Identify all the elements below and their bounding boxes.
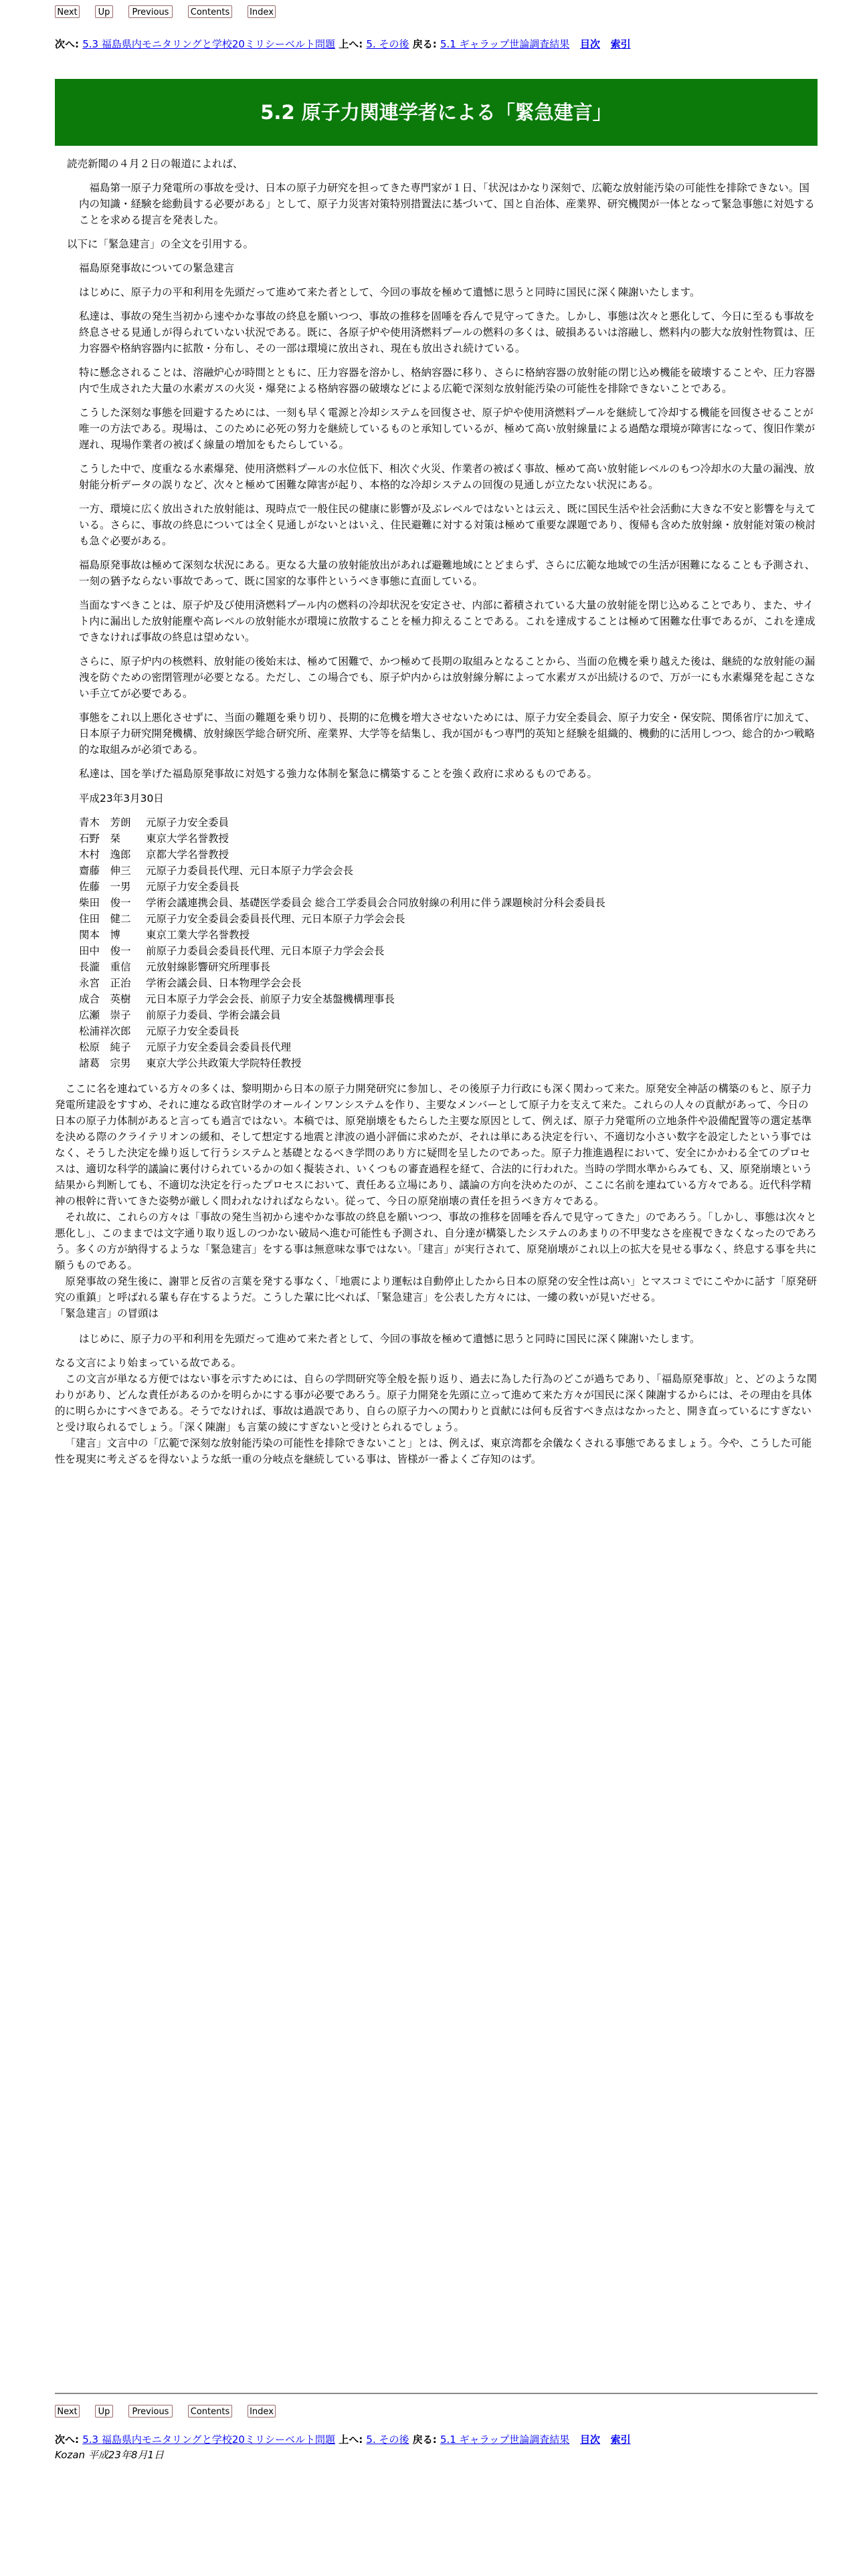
bottom-nav-links xyxy=(55,2432,631,2448)
signatory-name: 石野 栞 xyxy=(79,832,121,845)
proposal-paragraphs xyxy=(55,284,818,782)
signatory-list xyxy=(55,815,818,1071)
signatory-row xyxy=(55,1039,818,1055)
signatory-title: 学術会議会員、日本物理学会会長 xyxy=(146,976,302,989)
proposal-paragraph: 福島原発事故は極めて深刻な状況にある。更なる大量の放射能放出があれば避難地域にとどまらず、さらに広範な地域での生活が困難になることも予測され、一刻の猶予ならない事故であって、既に国家的な事件というべき事態に直面している。 xyxy=(79,559,816,588)
signatory-name: 松原 純子 xyxy=(79,1041,131,1053)
bottom-index-link[interactable]: 索引 xyxy=(610,2434,631,2446)
contents-button[interactable]: Contents xyxy=(188,5,232,18)
bottom-next-button[interactable]: Next xyxy=(55,2405,80,2418)
bottom-next-label: 次へ: xyxy=(55,2434,79,2446)
up-label: 上へ: xyxy=(339,38,363,50)
top-nav-links xyxy=(55,37,631,52)
lead-text: 以下に「緊急建言」の全文を引用する。 xyxy=(67,238,254,251)
signatory-name: 長瀧 重信 xyxy=(79,960,131,973)
signatory-title: 元原子力安全委員 xyxy=(146,816,229,829)
commentary-paragraph: 「緊急建言」の冒頭は xyxy=(55,1307,159,1319)
signatory-row xyxy=(55,879,818,895)
bottom-contents-link[interactable]: 目次 xyxy=(579,2434,600,2446)
proposal-paragraph: さらに、原子炉内の核燃料、放射能の後始末は、極めて困難で、かつ極めて長期の取組みとなることから、当面の危機を乗り越えた後は、継続的な放射能の漏洩を防ぐための密閉管理が必要となる。ただし、この場合でも、原子炉内からは放射線分解によって水素ガスが出続けるので、万が一にも水素爆発を起こさない手立てが必要である。 xyxy=(79,655,816,700)
signatory-title: 学術会議連携会員、基礎医学委員会 総合工学委員会合同放射線の利用に伴う課題検討分科会委員長 xyxy=(146,896,605,909)
signatory-row xyxy=(55,831,818,847)
signatory-name: 佐藤 一男 xyxy=(79,880,131,893)
news-quote: 福島第一原子力発電所の事故を受け、日本の原子力研究を担ってきた専門家が１日、「状況はかなり深刻で、広範な放射能汚染の可能性を排除できない。国内の知識・経験を総動員する必要がある」として、原子力災害対策特別措置法に基づいて、国と自治体、産業界、研究機関が一体となって緊急事態に対処することを求める提言を発表した。 xyxy=(79,182,815,227)
closing-commentary xyxy=(55,1355,818,1467)
closing-paragraph: 「建言」文言中の「広範で深刻な放射能汚染の可能性を排除できないこと」とは、例えば、東京湾都を余儀なくされる事態であるましょう。今や、こうした可能性を現実に考えざるを得ないような紙一重の分岐点を継続している事は、皆様が一番よくご存知のはず。 xyxy=(55,1437,812,1466)
footer-author: Kozan xyxy=(55,2449,86,2461)
previous-button[interactable]: Previous xyxy=(128,5,173,18)
proposal-paragraph: 事態をこれ以上悪化させずに、当面の難題を乗り切り、長期的に危機を増大させないためには、原子力安全委員会、原子力安全・保安院、関係省庁に加えて、日本原子力研究開発機構、放射線医学総合研究所、産業界、大学等を結集し、我が国がもつ専門的英知と経験を組織的、機動的に活用しつつ、総合的かつ戦略的な取組みが必須である。 xyxy=(79,712,816,756)
signatory-row xyxy=(55,943,818,959)
signatory-name: 田中 俊一 xyxy=(79,944,131,957)
signatory-title: 前原子力委員、学術会議会員 xyxy=(146,1008,281,1021)
signatory-row xyxy=(55,911,818,927)
footer xyxy=(55,2448,164,2463)
bottom-up-link[interactable]: 5. その後 xyxy=(366,2434,409,2446)
back-link[interactable]: 5.1 ギャラップ世論調査結果 xyxy=(440,38,570,50)
proposal-paragraph: 私達は、事故の発生当初から速やかな事故の終息を願いつつ、事故の推移を固唾を呑んで見守ってきた。しかし、事態は次々と悪化して、今日に至るも事故を終息させる見通しが得られていない状況である。既に、各原子炉や使用済燃料プールの燃料の多くは、破損あるいは溶融し、燃料内の膨大な放射性物質は、圧力容器や格納容器内に拡散・分布し、その一部は環境に放出され、現在も放出され続けている。 xyxy=(79,310,815,355)
index-button[interactable]: Index xyxy=(248,5,276,18)
commentary-paragraph: それ故に、これらの方々は「事故の発生当初から速やかな事故の終息を願いつつ、事故の推移を固唾を呑んで見守ってきた」のであろう。「しかし、事態は次々と悪化し」、このままでは文字通り取り返しのつかない破局へ進む可能性も予測され、自分達が構築したシステムのあまりの不甲斐なさを座視できなくなったのであろう。多くの方が納得するような「緊急建言」をする事は無意味な事ではない。「建言」が実行されて、原発崩壊がこれ以上の拡大を見せる事なく、終息する事を共に願うものである。 xyxy=(55,1210,817,1271)
signatory-title: 元放射線影響研究所理事長 xyxy=(146,960,271,973)
signatory-title: 元原子力安全委員長 xyxy=(146,880,240,893)
signatory-title: 前原子力委員会委員長代理、元日本原子力学会会長 xyxy=(146,944,385,957)
back-label: 戻る: xyxy=(412,38,437,50)
commentary xyxy=(55,1081,818,1321)
signatory-row xyxy=(55,863,818,879)
signatory-row xyxy=(55,975,818,991)
commentary-paragraph: ここに名を連ねている方々の多くは、黎明期から日本の原子力開発研究に参加し、その後原子力行政にも深く関わって来た。原発安全神話の構築のもと、原子力発電所建設をすすめ、それに連なる政官財学のオールインワンシステムを作り、主要なメンバーとして原子力を支えて来た。これらの人々の貢献があって、今日の日本の原子力体制があると言っても過言ではない。本稿では、原発崩壊をもたらした主要な原因として、例えば、原子力発電所の立地条件や設備配置等の選定基準を決める際のクライテリオンの緩和、そして想定する地震と津波の過小評価に求めたが、それは単にある決定を行い、不適切な小さい数字を設定したという事ではなく、そうした決定を繰り返して行うシステムと基礎となるべき学問のあり方に疑問を呈したのであった。原子力推進過程において、安全にかかわる全てのプロセスは、適切な科学的議論に裏付けられているかの如く擬装され、いくつもの審査過程を経て、合法的に行われた。当時の学問水準からみても、又、原発崩壊という結果から判断しても、不適切な決定を行ったプロセスにおいて、責任ある立場にあり、議論の方向を決めたのが、ここに名前を連ねている方々である。近代科学精神の根幹に背いてきた姿勢が厳しく問われなければならない。従って、今日の原発崩壊の責任を担うべき方々である。 xyxy=(55,1082,813,1207)
signatory-title: 東京大学公共政策大学院特任教授 xyxy=(146,1057,302,1069)
bottom-separator xyxy=(55,2393,818,2394)
signatory-name: 住田 健二 xyxy=(79,912,131,925)
next-button[interactable]: Next xyxy=(55,5,80,18)
signatory-title: 東京大学名誉教授 xyxy=(146,832,229,845)
bottom-next-link[interactable]: 5.3 福島県内モニタリングと学校20ミリシーベルト問題 xyxy=(82,2434,335,2446)
proposal-paragraph: 一方、環境に広く放出された放射能は、現時点で一般住民の健康に影響が及ぶレベルではないとは云え、既に国民生活や社会活動に大きな不安と影響を与えている。さらに、事故の終息については全く見通しがないとはいえ、住民避難に対する対策は極めて重要な課題であり、復帰も含めた放射線・放射能対策の検討も急ぐ必要がある。 xyxy=(79,503,816,548)
signatory-row xyxy=(55,895,818,911)
signatory-row xyxy=(55,1055,818,1071)
intro-text: 読売新聞の４月２日の報道によれば、 xyxy=(67,158,244,170)
signatory-row xyxy=(55,847,818,863)
signatory-row xyxy=(55,1023,818,1039)
contents-link[interactable]: 目次 xyxy=(579,38,600,50)
signatory-name: 齋藤 伸三 xyxy=(79,864,131,877)
bottom-previous-button[interactable]: Previous xyxy=(128,2405,173,2418)
up-button[interactable]: Up xyxy=(95,5,113,18)
closing-paragraph: この文言が単なる方便ではない事を示すためには、自らの学問研究等全般を振り返り、過去に為した行為のどこが過ちであり、「福島原発事故」と、どのような関わりがあり、どんな責任があるのかを明らかにする事が必要であろう。原子力開発を先頭に立って進めて来た方々が国民に深く陳謝するからには、その理由を具体的に明らかにすべきである。そうでなければ、事故は過誤であり、自らの原子力への関わりと貢献には何も反省すべき点はなかったと、開き直っているにすぎないと受け取られるでしょう。「深く陳謝」も言葉の綾にすぎないと受けとられるでしょう。 xyxy=(55,1373,818,1434)
signatory-row xyxy=(55,959,818,975)
signatory-row xyxy=(55,815,818,831)
signatory-title: 京都大学名誉教授 xyxy=(146,848,229,861)
signatory-title: 元日本原子力学会会長、前原子力安全基盤機構理事長 xyxy=(146,992,395,1005)
signatory-title: 元原子力安全委員会委員長代理 xyxy=(146,1041,292,1053)
proposal-paragraph: はじめに、原子力の平和利用を先頭だって進めて来た者として、今回の事故を極めて遺憾に思うと同時に国民に深く陳謝いたします。 xyxy=(79,286,700,299)
signatory-title: 元原子力安全委員会委員長代理、元日本原子力学会会長 xyxy=(146,912,405,925)
proposal-title: 福島原発事故についての緊急建言 xyxy=(79,262,235,275)
next-label: 次へ: xyxy=(55,38,79,50)
bottom-back-link[interactable]: 5.1 ギャラップ世論調査結果 xyxy=(440,2434,570,2446)
signatory-name: 成合 英樹 xyxy=(79,992,131,1005)
proposal-paragraph: 当面なすべきことは、原子炉及び使用済燃料プール内の燃料の冷却状況を安定させ、内部に蓄積されている大量の放射能を閉じ込めることであり、また、サイト内に漏出した放射能塵や高レベルの放射能水が環境に放散することを極力抑えることである。これを達成することは極めて困難な仕事であるが、これを達成できなければ事故の終息は望めない。 xyxy=(79,599,816,644)
proposal-paragraph: こうした深刻な事態を回避するためには、一刻も早く電源と冷却システムを回復させ、原子炉や使用済燃料プールを継続して冷却する機能を回復させることが唯一の方法である。現場は、このために必死の努力を継続しているものと承知しているが、極めて高い放射線量による過酷な環境が障害になって、復旧作業が遅れ、現場作業者の被ばく線量の増加をもたらしている。 xyxy=(79,407,816,451)
signatory-name: 永宮 正治 xyxy=(79,976,131,989)
next-link[interactable]: 5.3 福島県内モニタリングと学校20ミリシーベルト問題 xyxy=(82,38,335,50)
signatory-row xyxy=(55,991,818,1007)
signatory-title: 元原子力安全委員長 xyxy=(146,1025,240,1037)
closing-paragraph: なる文言により始まっている故である。 xyxy=(55,1357,242,1370)
proposal-paragraph: こうした中で、度重なる水素爆発、使用済燃料プールの水位低下、相次ぐ火災、作業者の被ばく事故、極めて高い放射能レベルのもつ冷却水の大量の漏洩、放射能分析データの誤りなど、次々と極めて困難な障害が起り、本格的な冷却システムの回復の見通しが立たない状況にある。 xyxy=(79,463,815,492)
proposal-paragraph: 私達は、国を挙げた福島原発事故に対処する強力な体制を緊急に構築することを強く政府に求めるものである。 xyxy=(79,768,598,780)
opening-quote: はじめに、原子力の平和利用を先頭だって進めて来た者として、今回の事故を極めて遺憾に思うと同時に国民に深く陳謝いたします。 xyxy=(79,1333,700,1345)
signatory-name: 木村 逸郎 xyxy=(79,848,131,861)
index-link[interactable]: 索引 xyxy=(610,38,631,50)
signatory-name: 関本 博 xyxy=(79,928,121,941)
signatory-title: 元原子力委員長代理、元日本原子力学会会長 xyxy=(146,864,354,877)
signatory-name: 諸葛 宗男 xyxy=(79,1057,131,1069)
signatory-title: 東京工業大学名誉教授 xyxy=(146,928,250,941)
commentary-paragraph: 原発事故の発生後に、謝罪と反省の言葉を発する事なく、「地震により運転は自動停止したから日本の原発の安全性は高い」とマスコミでにこやかに話す「原発研究の重鎮」と呼ばれる輩も存在するようだ。こうした輩に比べれば、「緊急建言」を公表した方々には、一縷の救いが見いだせる。 xyxy=(55,1275,817,1303)
proposal-paragraph: 特に懸念されることは、溶融炉心が時間とともに、圧力容器を溶かし、格納容器に移り、さらに格納容器の放射能の閉じ込め機能を破壊することや、圧力容器内で生成された大量の水素ガスの火災・爆発による格納容器の破壊などによる広範で深刻な放射能汚染の可能性を排除できないことである。 xyxy=(79,366,816,395)
bottom-index-button[interactable]: Index xyxy=(248,2405,276,2418)
signatory-name: 青木 芳朗 xyxy=(79,816,131,829)
bottom-up-button[interactable]: Up xyxy=(95,2405,113,2418)
bottom-up-label: 上へ: xyxy=(339,2434,363,2446)
signatory-name: 柴田 俊一 xyxy=(79,896,131,909)
main-content xyxy=(55,156,818,1467)
footer-date: 平成23年8月1日 xyxy=(88,2449,165,2461)
up-link[interactable]: 5. その後 xyxy=(366,38,409,50)
signatory-name: 広瀬 崇子 xyxy=(79,1008,131,1021)
signatory-row xyxy=(55,1007,818,1023)
signatory-row xyxy=(55,927,818,943)
bottom-contents-button[interactable]: Contents xyxy=(188,2405,232,2418)
bottom-back-label: 戻る: xyxy=(412,2434,437,2446)
page-title: 5.2 原子力関連学者による「緊急建言」 xyxy=(55,79,818,146)
proposal-date: 平成23年3月30日 xyxy=(79,792,164,804)
signatory-name: 松浦祥次郎 xyxy=(79,1025,131,1037)
